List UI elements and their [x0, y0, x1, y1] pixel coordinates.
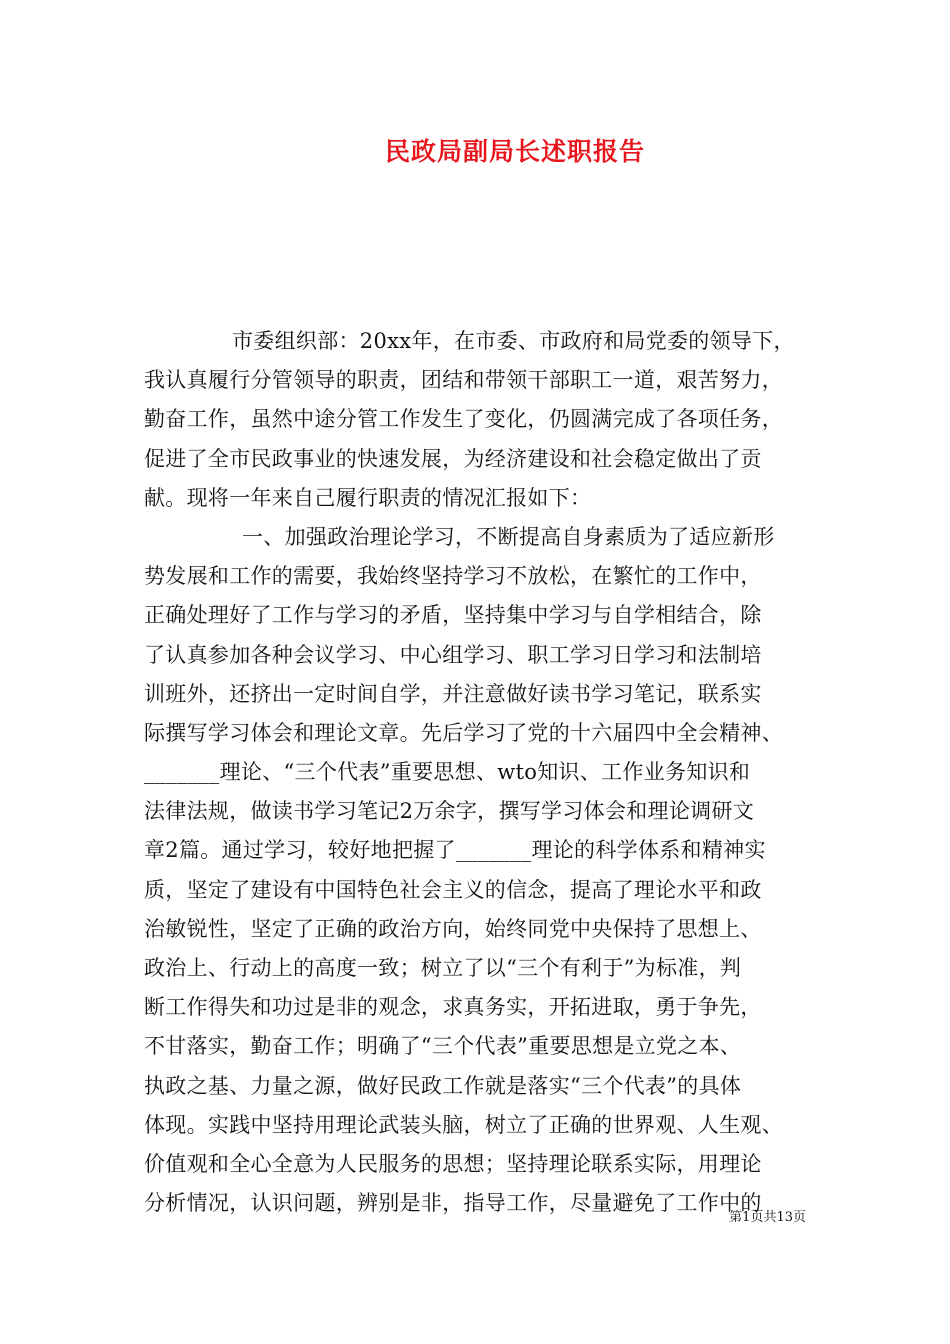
- text-line: 训班外，还挤出一定时间自学，并注意做好读书学习笔记，联系实: [144, 681, 762, 706]
- text-line: 正确处理好了工作与学习的矛盾，坚持集中学习与自学相结合，除: [144, 603, 762, 628]
- text-line: 断工作得失和功过是非的观念，求真务实，开拓进取，勇于争先，: [144, 995, 762, 1020]
- text-line: _______理论、“三个代表”重要思想、wto知识、工作业务知识和: [144, 760, 751, 785]
- text-line: 一、加强政治理论学习，不断提高自身素质为了适应新形: [242, 524, 775, 549]
- text-line: 体现。实践中坚持用理论武装头脑，树立了正确的世界观、人生观、: [144, 1112, 783, 1137]
- text-line: 治敏锐性，坚定了正确的政治方向，始终同党中央保持了思想上、: [144, 916, 762, 941]
- page-number-footer: 第1页共13页: [729, 1210, 806, 1225]
- document-title: 民政局副局长述职报告: [384, 137, 645, 166]
- text-line: 质，坚定了建设有中国特色社会主义的信念，提高了理论水平和政: [144, 877, 762, 902]
- text-line: 政治上、行动上的高度一致；树立了以“三个有利于”为标准，判: [144, 956, 742, 980]
- document-body: [144, 322, 812, 1223]
- text-line: 勤奋工作，虽然中途分管工作发生了变化，仍圆满完成了各项任务，: [144, 407, 783, 432]
- text-line: 了认真参加各种会议学习、中心组学习、职工学习日学习和法制培: [144, 642, 762, 667]
- text-line: 势发展和工作的需要，我始终坚持学习不放松，在繁忙的工作中，: [144, 564, 762, 589]
- text-line: 我认真履行分管领导的职责，团结和带领干部职工一道，艰苦努力，: [144, 368, 783, 393]
- text-line: 献。现将一年来自己履行职责的情况汇报如下：: [144, 485, 592, 510]
- text-line: 分析情况，认识问题，辨别是非，指导工作，尽量避免了工作中的: [144, 1191, 762, 1216]
- text-line: 不甘落实，勤奋工作；明确了“三个代表”重要思想是立党之本、: [144, 1034, 742, 1059]
- text-line: 促进了全市民政事业的快速发展，为经济建设和社会稳定做出了贡: [144, 446, 762, 471]
- text-line: 执政之基、力量之源，做好民政工作就是落实“三个代表”的具体: [144, 1073, 742, 1098]
- text-line: 法律法规，做读书学习笔记2万余字，撰写学习体会和理论调研文: [144, 799, 755, 824]
- text-line: 市委组织部：20xx年，在市委、市政府和局党委的领导下，: [232, 329, 795, 353]
- text-line: 际撰写学习体会和理论文章。先后学习了党的十六届四中全会精神、: [144, 720, 783, 745]
- text-line: 章2篇。通过学习，较好地把握了_______理论的科学体系和精神实: [144, 838, 766, 863]
- text-line: 价值观和全心全意为人民服务的思想；坚持理论联系实际，用理论: [144, 1151, 762, 1176]
